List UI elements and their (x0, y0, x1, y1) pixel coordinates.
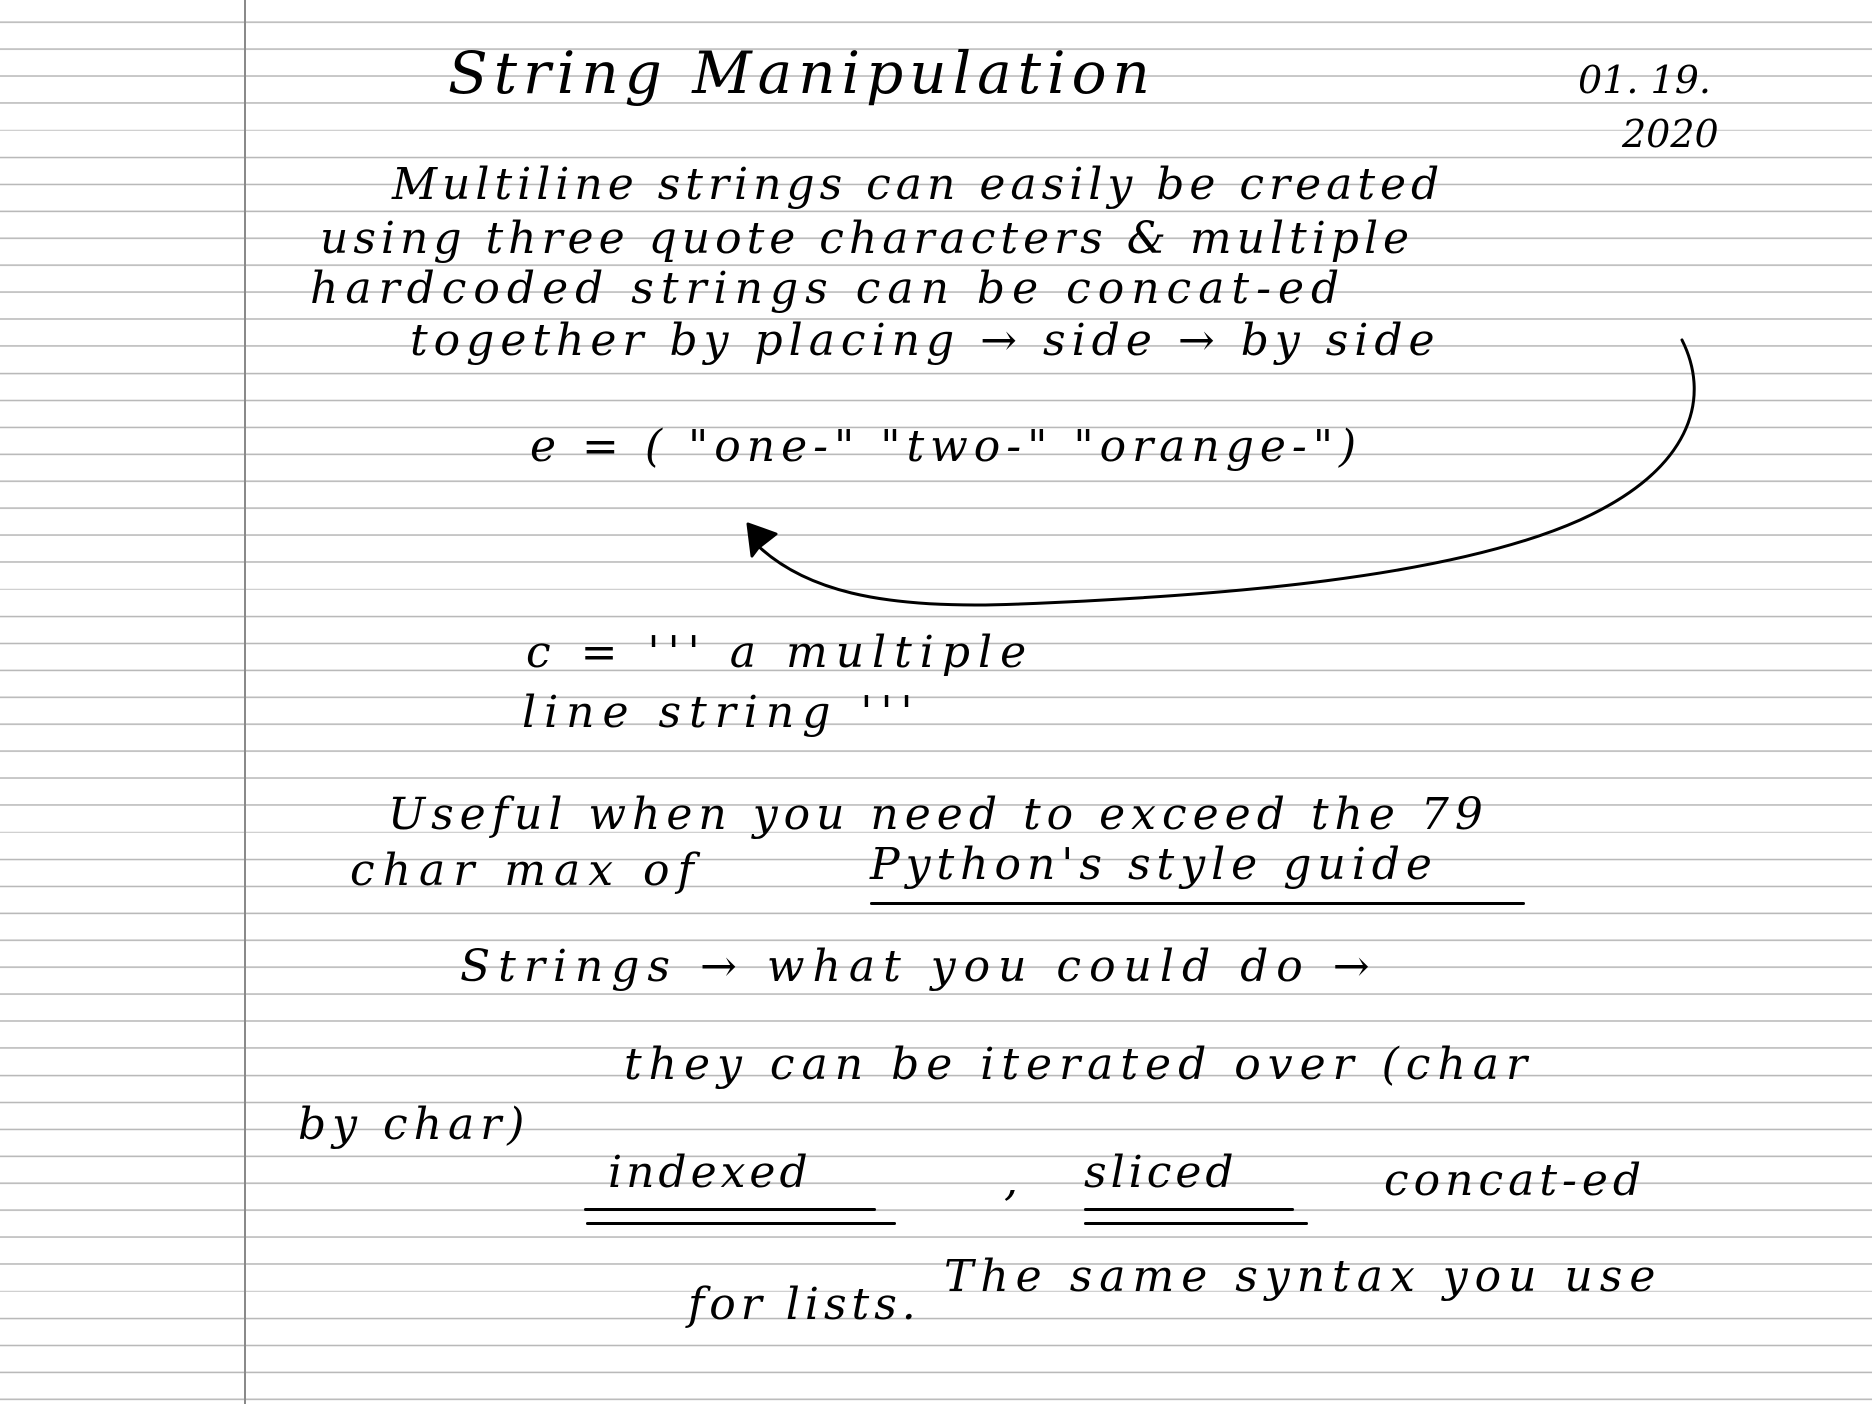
sliced-word: sliced (1084, 1147, 1238, 1198)
code-tuple-e: e = ( "one-" "two-" "orange-") (530, 421, 1363, 472)
strings-line: Strings → what you could do → (460, 941, 1378, 992)
date-line-1: 01. 19. (1578, 58, 1711, 102)
para1-line-1: Multiline strings can easily be created (392, 159, 1445, 210)
page-title: String Manipulation (448, 39, 1156, 107)
iterated-line-2: by char) (298, 1099, 531, 1150)
comma: , (1004, 1155, 1018, 1206)
same-syntax-line: The same syntax you use (944, 1251, 1663, 1302)
indexed-word: indexed (608, 1147, 812, 1198)
concat-word: concat-ed (1384, 1155, 1647, 1206)
iterated-line-1: they can be iterated over (char (624, 1039, 1535, 1090)
code-c-line-2: line string ''' (522, 687, 921, 738)
code-c-line-1: c = ''' a multiple (526, 627, 1035, 678)
para1-line-2: using three quote characters & multiple (320, 213, 1415, 264)
para2-line-2-prefix: char max of (350, 845, 702, 896)
para1-line-3: hardcoded strings can be concat-ed (310, 263, 1347, 314)
python-style-guide: Python's style guide (870, 839, 1438, 890)
for-lists: for lists. (688, 1279, 921, 1330)
date-line-2: 2020 (1622, 112, 1719, 156)
curved-arrow-line (752, 340, 1694, 605)
para1-line-4: together by placing → side → by side (410, 315, 1441, 366)
para2-line-1: Useful when you need to exceed the 79 (388, 789, 1489, 840)
